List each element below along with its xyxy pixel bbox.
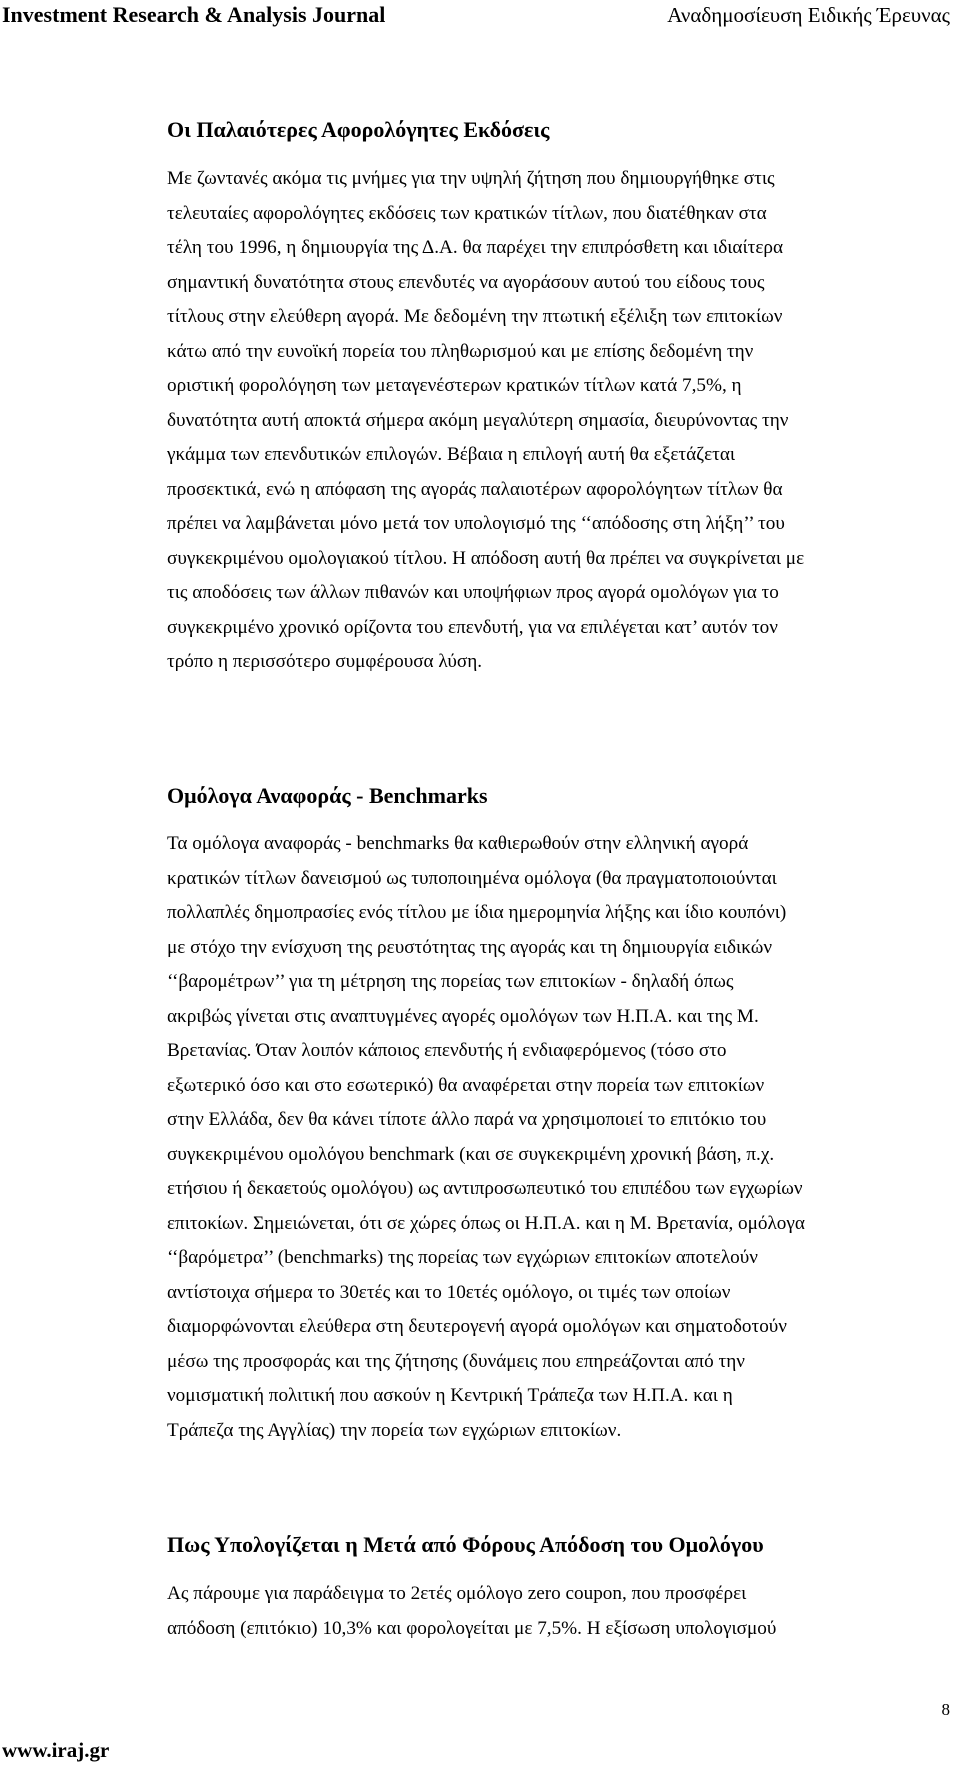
section-paragraph — [167, 827, 947, 1448]
footer-website: www.iraj.gr — [2, 1738, 110, 1762]
paragraph-line: απόδοση (επιτόκιο) 10,3% και φορολογείται με 7,5%. Η εξίσωση υπολογισμού — [167, 1617, 777, 1639]
paragraph-line: τελευταίες αφορολόγητες εκδόσεις των κρατικών τίτλων, που διατέθηκαν στα — [167, 202, 767, 224]
paragraph-line: Βρετανίας. Όταν λοιπόν κάποιος επενδυτής ή ενδιαφερόμενος (τόσο στο — [167, 1040, 727, 1061]
paragraph-line: συγκεκριμένου ομολογιακού τίτλου. Η απόδοση αυτή θα πρέπει να συγκρίνεται με — [167, 547, 805, 569]
paragraph-line: ‘‘βαρόμετρα’’ (benchmarks) της πορείας των εγχώριων επιτοκίων αποτελούν — [167, 1247, 758, 1268]
journal-title: Investment Research & Analysis Journal — [2, 2, 386, 27]
paragraph-line: ακριβώς γίνεται στις αναπτυγμένες αγορές ομολόγων των Η.Π.Α. και της Μ. — [167, 1005, 759, 1027]
section-heading: Πως Υπολογίζεται η Μετά από Φόρους Απόδοση του Ομολόγου — [167, 1532, 764, 1557]
paragraph-line: πρέπει να λαμβάνεται μόνο μετά τον υπολογισμό της ‘‘απόδοσης στη λήξη’’ του — [167, 513, 785, 534]
section-heading: Ομόλογα Αναφοράς - Benchmarks — [167, 783, 488, 808]
page-number: 8 — [941, 1700, 950, 1719]
paragraph-line: τρόπο η περισσότερο συμφέρουσα λύση. — [167, 651, 483, 672]
paragraph-line: μέσω της προσφοράς και της ζήτησης (δυνάμεις που επηρεάζονται από την — [167, 1350, 745, 1372]
paragraph-line: διαμορφώνονται ελεύθερα στη δευτερογενή αγορά ομολόγων και σηματοδοτούν — [167, 1316, 787, 1337]
section-paragraph — [167, 162, 947, 680]
paragraph-line: με στόχο την ενίσχυση της ρευστότητας της αγοράς και τη δημιουργία ειδικών — [167, 936, 772, 958]
paragraph-line: στην Ελλάδα, δεν θα κάνει τίποτε άλλο παρά να χρησιμοποιεί το επιτόκιο του — [167, 1109, 767, 1130]
paragraph-line: ετήσιου ή δεκαετούς ομολόγου) ως αντιπροσωπευτικό του επιπέδου των εγχωρίων — [167, 1178, 803, 1199]
paragraph-line: τέλη του 1996, η δημιουργία της Δ.Α. θα παρέχει την επιπρόσθετη και ιδιαίτερα — [167, 237, 784, 258]
paragraph-line: Ας πάρουμε για παράδειγμα το 2ετές ομόλογο zero coupon, που προσφέρει — [167, 1583, 747, 1604]
paragraph-line: σημαντική δυνατότητα στους επενδυτές να αγοράσουν αυτού του είδους τους — [167, 271, 765, 293]
paragraph-line: οριστική φορολόγηση των μεταγενέστερων κρατικών τίτλων κατά 7,5%, η — [167, 375, 742, 396]
section-label: Αναδημοσίευση Ειδικής Έρευνας — [667, 3, 950, 27]
paragraph-line: συγκεκριμένου ομολόγου benchmark (και σε συγκεκριμένη χρονική βάση, π.χ. — [167, 1143, 775, 1165]
section-heading: Οι Παλαιότερες Αφορολόγητες Εκδόσεις — [167, 117, 550, 142]
section-paragraph — [167, 1577, 947, 1646]
paragraph-line: κάτω από την ευνοϊκή πορεία του πληθωρισμού και με επίσης δεδομένη την — [167, 340, 754, 362]
paragraph-line: Τράπεζα της Αγγλίας) την πορεία των εγχώριων επιτοκίων. — [167, 1419, 622, 1441]
paragraph-line: συγκεκριμένο χρονικό ορίζοντα του επενδυτή, για να επιλέγεται κατ’ αυτόν τον — [167, 616, 778, 638]
paragraph-line: προσεκτικά, ενώ η απόφαση της αγοράς παλαιοτέρων αφορολόγητων τίτλων θα — [167, 478, 783, 500]
paragraph-line: πολλαπλές δημοπρασίες ενός τίτλου με ίδια ημερομηνία λήξης και ίδιο κουπόνι) — [167, 902, 787, 923]
paragraph-line: τις αποδόσεις των άλλων πιθανών και υποψήφιων προς αγορά ομολόγων για το — [167, 582, 779, 603]
paragraph-line: αντίστοιχα σήμερα το 30ετές και το 10ετές ομόλογο, οι τιμές των οποίων — [167, 1281, 731, 1303]
paragraph-line: εξωτερικό όσο και στο εσωτερικό) θα αναφέρεται στην πορεία των επιτοκίων — [167, 1074, 765, 1096]
page-header — [0, 0, 960, 30]
paragraph-line: ‘‘βαρομέτρων’’ για τη μέτρηση της πορείας των επιτοκίων - δηλαδή όπως — [167, 971, 734, 992]
paragraph-line: κρατικών τίτλων δανεισμού ως τυποποιημένα ομόλογα (θα πραγματοποιούνται — [167, 867, 777, 889]
paragraph-line: νομισματική πολιτική που ασκούν η Κεντρική Τράπεζα των Η.Π.Α. και η — [167, 1385, 733, 1406]
paragraph-line: επιτοκίων. Σημειώνεται, ότι σε χώρες όπως οι Η.Π.Α. και η Μ. Βρετανία, ομόλογα — [167, 1212, 805, 1234]
paragraph-line: τίτλους στην ελεύθερη αγορά. Με δεδομένη την πτωτική εξέλιξη των επιτοκίων — [167, 306, 783, 327]
paragraph-line: Τα ομόλογα αναφοράς - benchmarks θα καθιερωθούν στην ελληνική αγορά — [167, 833, 749, 854]
paragraph-line: δυνατότητα αυτή αποκτά σήμερα ακόμη μεγαλύτερη σημασία, διευρύνοντας την — [167, 409, 789, 431]
paragraph-line: Με ζωντανές ακόμα τις μνήμες για την υψηλή ζήτηση που δημιουργήθηκε στις — [167, 168, 775, 189]
paragraph-line: γκάμμα των επενδυτικών επιλογών. Βέβαια η επιλογή αυτή θα εξετάζεται — [167, 444, 736, 465]
